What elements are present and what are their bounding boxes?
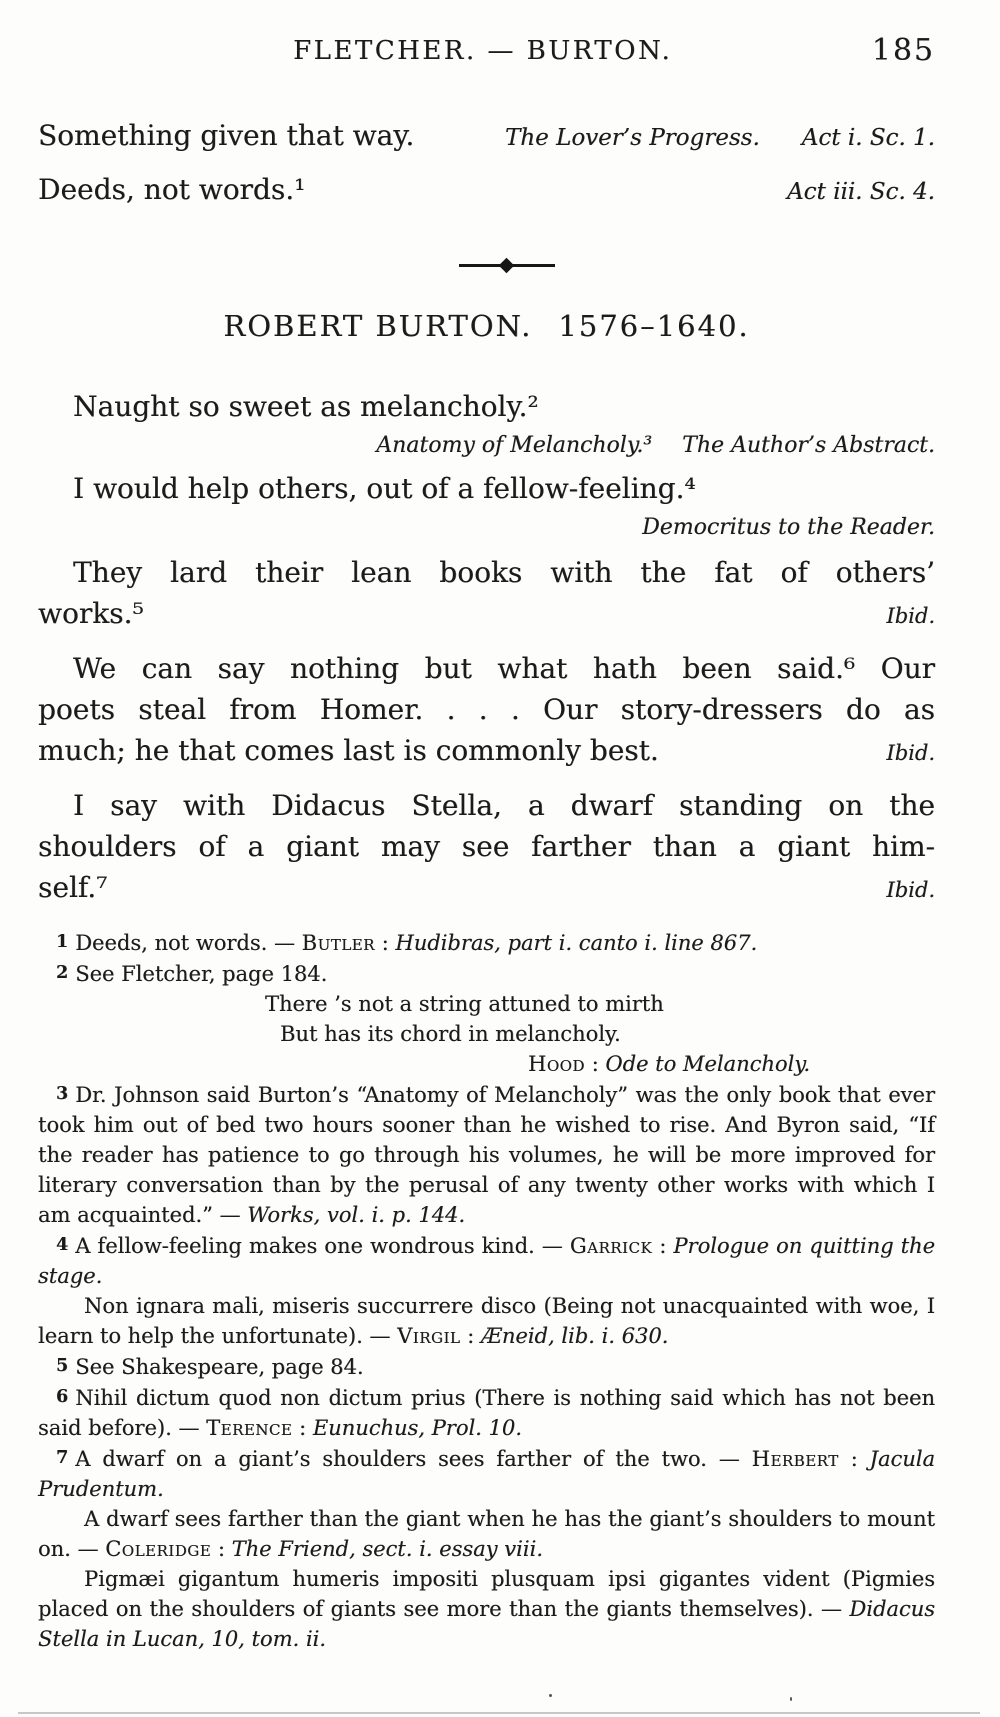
footnote-marker: 2 [56,963,69,983]
footnote-marker: 1 [56,932,69,952]
attribution-ibid: Ibid. [886,741,935,765]
quote-line: poets steal from Homer. . . . Our story-dressers do as [38,693,935,726]
footnote-marker: 3 [56,1084,69,1104]
quote-attribution: Democritus to the Reader. [642,515,935,540]
quote-line [38,730,935,774]
quote-text: Deeds, not words.¹ [38,173,306,206]
running-header-title: FLETCHER. — BURTON. [293,36,673,66]
running-header [38,33,935,78]
footnote-1 [38,927,935,958]
quote-row [38,110,935,164]
quote-text: much; he that comes last is commonly best. [38,734,659,767]
quote-block [38,386,935,465]
footnote-6 [38,1382,935,1443]
quote-block [38,648,935,774]
divider-line-left [459,264,505,267]
attribution-source-part: The Author’s Abstract. [682,433,935,458]
footnote-text: Deeds, not words. — Butler : Hudibras, part i. canto i. line 867. [75,931,758,955]
quote-text: Naught so sweet as melancholy.² [73,390,539,423]
quote-text: Something given that way. [38,119,415,152]
quote-line: shoulders of a giant may see farther than a giant him- [38,830,935,863]
footnote-marker: 4 [56,1235,69,1255]
divider-diamond [499,257,515,273]
attribution-locus: Act i. Sc. 1. [801,125,935,151]
footnote-verse [265,989,935,1049]
section-divider [459,258,555,272]
scan-speck [790,1697,792,1701]
section-heading [38,308,935,344]
page-number: 185 [871,33,935,68]
footnote-2 [38,958,935,989]
footnote-text: See Shakespeare, page 84. [75,1355,364,1379]
quote-line: They lard their lean books with the fat of others’ [73,556,935,589]
quote-attribution [505,112,935,164]
attribution-source: Anatomy of Melancholy.³ [376,433,653,458]
scan-speck [549,1694,552,1697]
quote-text: self.⁷ [38,871,108,904]
divider-line-right [509,264,555,267]
footnote-7-continuation-coleridge: A dwarf sees farther than the giant when he has the giant’s shoulders to mount on. — Coleridge : The Friend, sect. i. essay viii. [38,1507,935,1561]
footnote-text: Dr. Johnson said Burton’s “Anatomy of Melancholy” was the only book that ever took him out of bed two hours sooner than he wished to rise. And Byron said, “If the reader has patience to go through his volumes, he will be more improved for literary conversation than by the perusal of any twenty other works with which I am acquainted.” — Works, vol. i. p. 144. [38,1083,935,1227]
quote-block [38,468,935,547]
footnote-text: See Fletcher, page 184. [75,962,328,986]
quote-block [38,552,935,637]
verse-line: But has its chord in melancholy. [280,1022,621,1046]
quote-line [38,867,935,911]
verse-line: There ’s not a string attuned to mirth [265,992,664,1016]
attribution-source: The Lover’s Progress. [504,125,760,151]
quote-attribution [38,427,935,465]
footnote-marker: 6 [56,1387,69,1407]
footnote-4-continuation: Non ignara mali, miseris succurrere disco (Being not unacquainted with woe, I learn to help the unfortunate). — Virgil : Æneid, lib. i. 630. [38,1294,935,1348]
verse-attribution: Hood : Ode to Melancholy. [528,1052,810,1076]
footnote-5 [38,1351,935,1382]
attribution-ibid: Ibid. [886,878,935,902]
footnote-7-continuation-stella: Pigmæi gigantum humeris impositi plusquam ipsi gigantes vident (Pigmies placed on the shoulders of giants see more than the giants themselves). — Didacus Stella in Lucan, 10, tom. ii. [38,1567,935,1651]
quote-attribution [787,166,935,218]
attribution-locus: Act iii. Sc. 4. [787,179,935,205]
quote-text: I would help others, out of a fellow-feeling.⁴ [73,472,696,505]
author-dates: 1576–1640. [558,309,750,343]
quote-line: We can say nothing but what hath been said.⁶ Our [73,652,935,685]
footnote-text: A fellow-feeling makes one wondrous kind. — Garrick : Prologue on quitting the stage. [38,1234,935,1288]
quote-block [38,785,935,911]
footnote-text: A dwarf on a giant’s shoulders sees farther of the two. — Herbert : Jacula Prudentum. [38,1447,935,1501]
footnote-7 [38,1443,935,1504]
fletcher-quotes [38,110,935,218]
footnote-marker: 5 [56,1356,69,1376]
author-name: ROBERT BURTON. [223,309,533,343]
quote-row [38,164,935,218]
footnote-4 [38,1230,935,1291]
footnote-text: Nihil dictum quod non dictum prius (There is nothing said which has not been said before). — Terence : Eunuchus, Prol. 10. [38,1386,935,1440]
footnotes-section [38,927,935,1654]
footnote-marker: 7 [56,1448,69,1468]
quote-text: works.⁵ [38,597,144,630]
footnote-3 [38,1079,935,1230]
attribution-ibid: Ibid. [886,604,935,628]
scan-edge-line [18,1712,980,1714]
quote-line [38,593,935,637]
quote-line: I say with Didacus Stella, a dwarf standing on the [73,789,935,822]
